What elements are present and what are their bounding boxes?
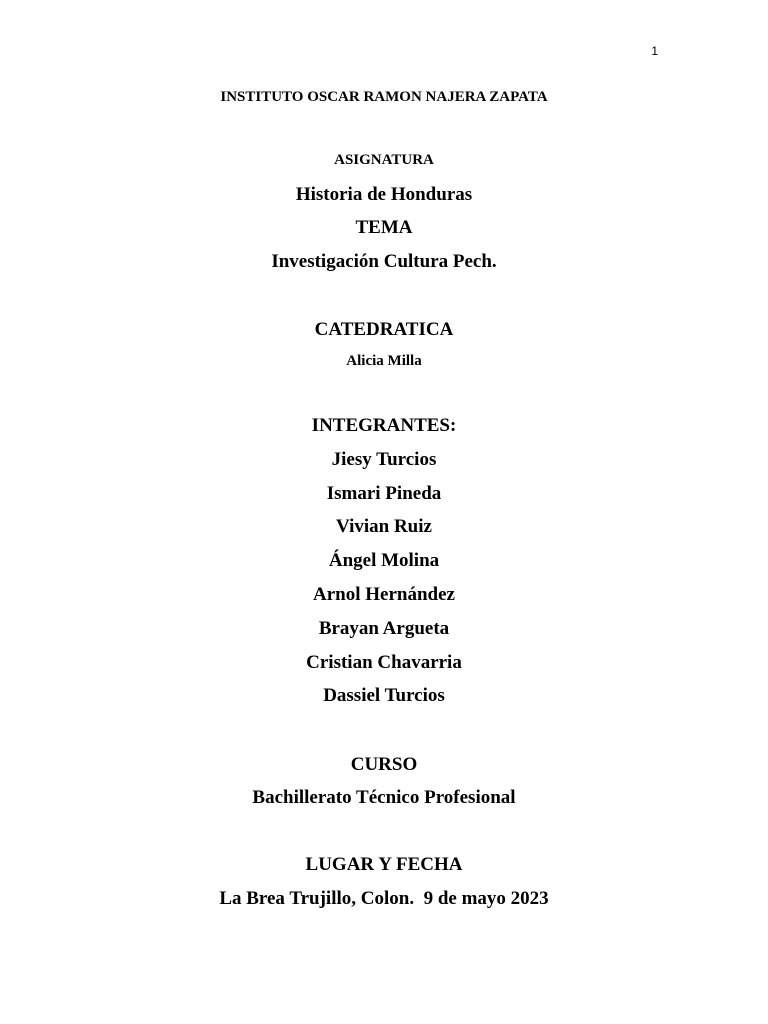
member-name: Brayan Argueta <box>318 618 450 639</box>
course-value: Bachillerato Técnico Profesional <box>252 787 516 808</box>
subject-label: ASIGNATURA <box>334 152 434 168</box>
member-name: Dassiel Turcios <box>323 685 445 706</box>
topic-label: TEMA <box>355 217 413 238</box>
members-label: INTEGRANTES: <box>311 415 457 436</box>
member-name: Vivian Ruiz <box>336 516 432 537</box>
member-name: Ismari Pineda <box>326 483 442 504</box>
institution-name: INSTITUTO OSCAR RAMON NAJERA ZAPATA <box>220 89 548 105</box>
teacher-label: CATEDRATICA <box>314 319 454 340</box>
teacher-name: Alicia Milla <box>346 353 422 369</box>
member-name: Arnol Hernández <box>313 584 455 605</box>
place-date-label: LUGAR Y FECHA <box>305 854 463 875</box>
topic-value: Investigación Cultura Pech. <box>271 251 497 272</box>
member-name: Ángel Molina <box>328 550 440 571</box>
member-name: Jiesy Turcios <box>331 449 437 470</box>
subject-value: Historia de Honduras <box>295 184 473 205</box>
member-name: Cristian Chavarria <box>306 652 462 673</box>
page-number: 1 <box>651 44 658 58</box>
place-date-value: La Brea Trujillo, Colon. 9 de mayo 2023 <box>219 888 549 909</box>
course-label: CURSO <box>350 754 418 775</box>
